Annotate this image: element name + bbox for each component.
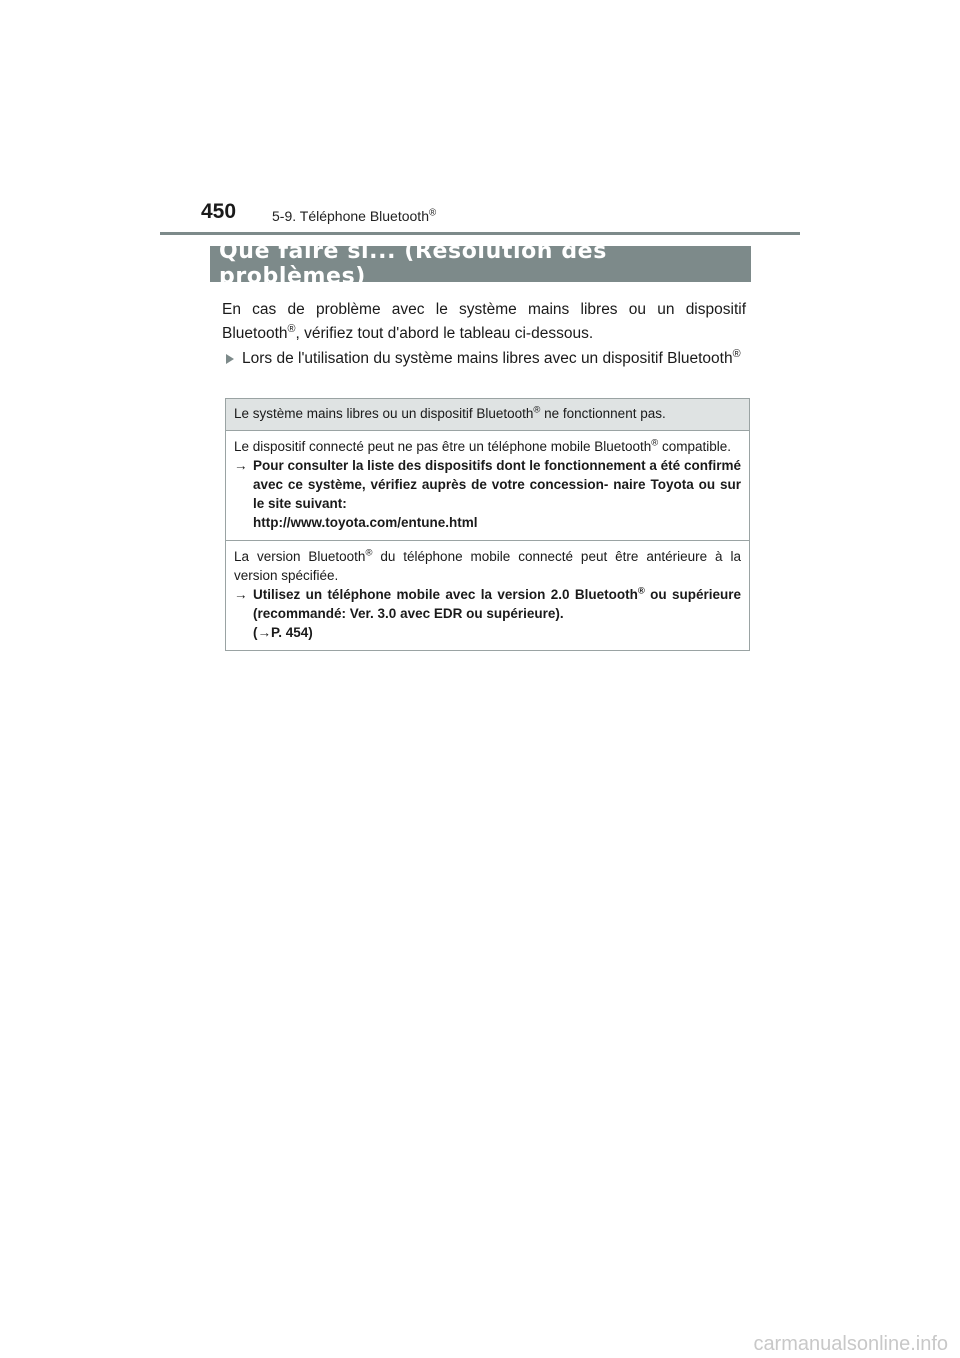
bullet-text <box>242 348 746 370</box>
intro-paragraph <box>222 298 746 346</box>
intro-text-1: En cas de problème avec le système mains libres ou un dispositif Bluetooth <box>222 301 746 342</box>
arrow-right-icon: → <box>234 587 248 602</box>
remedy-text-2: ou supérieure (recommandé: Ver. 3.0 avec EDR ou supérieure). <box>253 587 741 621</box>
table-header-text-2: ne fonctionnent pas. <box>540 406 666 421</box>
registered-mark: ® <box>533 404 541 416</box>
table-row <box>226 541 749 650</box>
watermark: carmanualsonline.info <box>753 1333 948 1355</box>
cause-text-2: compatible. <box>658 439 732 454</box>
cause-text-1: Le dispositif connecté peut ne pas être un téléphone mobile Bluetooth <box>234 439 652 454</box>
registered-mark: ® <box>365 547 373 559</box>
table-header <box>226 399 749 431</box>
section-label-text: 5-9. Téléphone Bluetooth <box>272 208 429 224</box>
section-title: Que faire si... (Résolution des problèmes) <box>219 239 607 289</box>
remedy-url: http://www.toyota.com/entune.html <box>253 515 478 530</box>
registered-mark: ® <box>651 437 659 449</box>
cause-text-1: La version Bluetooth <box>234 549 366 564</box>
remedy-text <box>234 456 741 532</box>
remedy-text-main: Pour consulter la liste des dispositifs dont le fonctionnement a été confirmé avec ce système, vérifiez auprès de votre concession- naire Toyota ou sur le site suivant: <box>253 458 741 511</box>
troubleshooting-table <box>225 398 750 651</box>
remedy-text-1: Utilisez un téléphone mobile avec la version 2.0 Bluetooth <box>253 587 638 602</box>
triangle-bullet-icon <box>226 354 234 364</box>
registered-mark: ® <box>732 347 741 360</box>
registered-mark: ® <box>637 585 645 597</box>
table-row <box>226 431 749 541</box>
bullet-item <box>222 348 746 370</box>
section-label <box>272 208 436 224</box>
registered-mark: ® <box>287 322 296 335</box>
remedy-text <box>234 585 741 642</box>
arrow-right-icon: → <box>234 458 248 473</box>
page-reference-arrow-icon: → <box>257 625 271 640</box>
page-reference <box>253 625 313 640</box>
cause-text <box>234 547 741 585</box>
page-number: 450 <box>201 200 237 223</box>
page-reference-open: ( <box>253 625 258 640</box>
cause-text <box>234 437 741 456</box>
cause-text-2: du téléphone mobile connecté peut être antérieure à la version spécifiée. <box>234 549 741 583</box>
header-rule <box>160 232 800 235</box>
section-title-bar <box>210 239 751 289</box>
table-header-text-1: Le système mains libres ou un dispositif Bluetooth <box>234 406 534 421</box>
intro-text-2: , vérifiez tout d'abord le tableau ci-dessous. <box>295 325 594 342</box>
bullet-text-main: Lors de l'utilisation du système mains libres avec un dispositif Bluetooth <box>242 350 733 367</box>
registered-mark: ® <box>428 207 437 219</box>
page-reference-text: P. 454) <box>271 625 313 640</box>
